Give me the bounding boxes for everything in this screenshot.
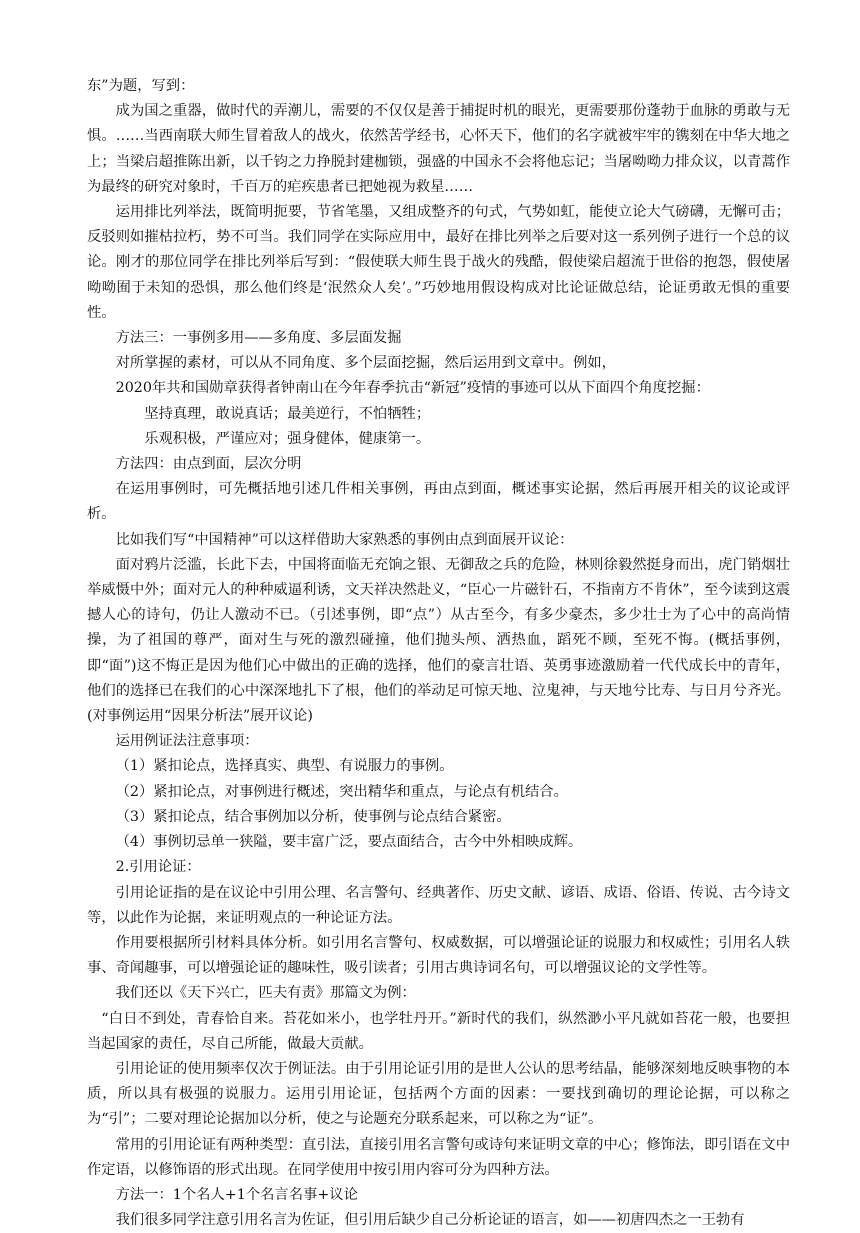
paragraph: 成为国之重器，做时代的弄潮儿，需要的不仅仅是善于捕捉时机的眼光，更需要那份蓬勃于血脉的勇敢与无惧。……当西南联大师生冒着敌人的战火，依然苦学经书，心怀天下，他们的名字就被牢牢的镌刻在中华大地之上；当梁启超推陈出新，以千钧之力挣脱封建枷锁，强盛的中国永不会将他忘记；当屠呦呦力排众议，以青蒿作为最终的研究对象时，千百万的疟疾患者已把她视为救星…… [87, 103, 790, 195]
paragraph: 在运用事例时，可先概括地引述几件相关事例，再由点到面，概述事实论据，然后再展开相关的议论或评析。 [87, 481, 790, 523]
angle-list-line: 乐观积极，严谨应对；强身健体，健康第一。 [144, 430, 431, 447]
note-item: （4）事例切忌单一狭隘，要丰富广泛，要点面结合，古今中外相映成辉。 [115, 834, 583, 851]
section-heading: 2.引用论证： [115, 859, 201, 876]
paragraph: 面对鸦片泛滥，长此下去，中国将面临无充饷之银、无御敌之兵的危险，林则徐毅然挺身而出，虎门销烟壮举威慑中外；面对元人的种种威逼利诱，文天祥决然赴义，“臣心一片磁针石，不指南方不肯休”，至今读到这震撼人心的诗句，仍让人激动不已。（引述事例，即“点”）从古至今，有多少豪杰，多少壮士为了心中的高尚情操，为了祖国的尊严，面对生与死的激烈碰撞，他们抛头颅、洒热血，蹈死不顾，至死不悔。(概括事例，即“面”)这不悔正是因为他们心中做出的正确的选择，他们的豪言壮语、英勇事迹激励着一代代成长中的青年，他们的选择已在我们的心中深深地扎下了根，他们的举动足可惊天地、泣鬼神，与天地兮比寿、与日月兮齐光。(对事例运用“因果分析法”展开议论) [87, 556, 790, 725]
section-heading: 方法三：一事例多用——多角度、多层面发掘 [115, 330, 402, 347]
paragraph: 引用论证的使用频率仅次于例证法。由于引用论证引用的是世人公认的思考结晶，能够深刻地反映事物的本质，所以具有极强的说服力。运用引用论证，包括两个方面的因素：一要找到确切的理论论据，可以称之为“引”；二要对理论论据加以分析，使之与论题充分联系起来，可以称之为“证”。 [87, 1060, 790, 1128]
paragraph: 2020年共和国勋章获得者钟南山在今年春季抗击“新冠”疫情的事迹可以从下面四个角度挖掘： [115, 380, 710, 397]
paragraph: 运用排比列举法，既简明扼要，节省笔墨，又组成整齐的句式，气势如虹，能使立论大气磅礴，无懈可击；反驳则如摧枯拉朽，势不可当。我们同学在实际应用中，最好在排比列举之后要对这一系列例子进行一个总的议论。刚才的那位同学在排比列举后写到：“假使联大师生畏于战火的残酷，假使梁启超流于世俗的抱怨，假使屠呦呦囿于未知的恐惧，那么他们终是‘泯然众人矣’。”巧妙地用假设构成对比论证做总结，论证勇敢无惧的重要性。 [87, 204, 790, 321]
paragraph: 引用论证指的是在议论中引用公理、名言警句、经典著作、历史文献、谚语、成语、俗语、传说、古今诗文等，以此作为论据，来证明观点的一种论证方法。 [87, 884, 790, 926]
paragraph: 东”为题，写到： [87, 78, 195, 94]
paragraph: 对所掌握的素材，可以从不同角度、多个层面挖掘，然后运用到文章中。例如， [115, 355, 616, 372]
note-item: （2）紧扣论点，对事例进行概述，突出精华和重点，与论点有机结合。 [115, 783, 568, 800]
angle-list-line: 坚持真理，敢说真话；最美逆行，不怕牺牲； [144, 405, 431, 422]
section-heading: 方法一：1个名人+1个名言名事+议论 [115, 1186, 358, 1203]
paragraph: 我们很多同学注意引用名言为佐证，但引用后缺少自己分析论证的语言，如——初唐四杰之一王勃有 [115, 1212, 745, 1229]
notes-heading: 运用例证法注意事项： [115, 733, 259, 750]
section-heading: 方法四：由点到面，层次分明 [115, 456, 302, 473]
paragraph: 我们还以《天下兴亡，匹夫有责》那篇文为例： [115, 985, 416, 1002]
paragraph: 作用要根据所引材料具体分析。如引用名言警句、权威数据，可以增强论证的说服力和权威性；引用名人轶事、奇闻趣事，可以增强论证的趣味性，吸引读者；引用古典诗词名句，可以增强议论的文学性等。 [87, 934, 790, 977]
paragraph: 比如我们写“中国精神”可以这样借助大家熟悉的事例由点到面展开议论： [115, 531, 574, 548]
quote-paragraph: “白日不到处，青春恰自来。苔花如米小，也学牡丹开。”新时代的我们，纵然渺小平凡就如苔花一般，也要担当起国家的责任，尽自己所能，做最大贡献。 [87, 1010, 790, 1052]
paragraph: 常用的引用论证有两种类型：直引法，直接引用名言警句或诗句来证明文章的中心；修饰法，即引语在文中作定语，以修饰语的形式出现。在同学使用中按引用内容可分为四种方法。 [87, 1136, 790, 1178]
note-item: （1）紧扣论点，选择真实、典型、有说服力的事例。 [115, 758, 454, 775]
note-item: （3）紧扣论点，结合事例加以分析，使事例与论点结合紧密。 [115, 808, 511, 825]
